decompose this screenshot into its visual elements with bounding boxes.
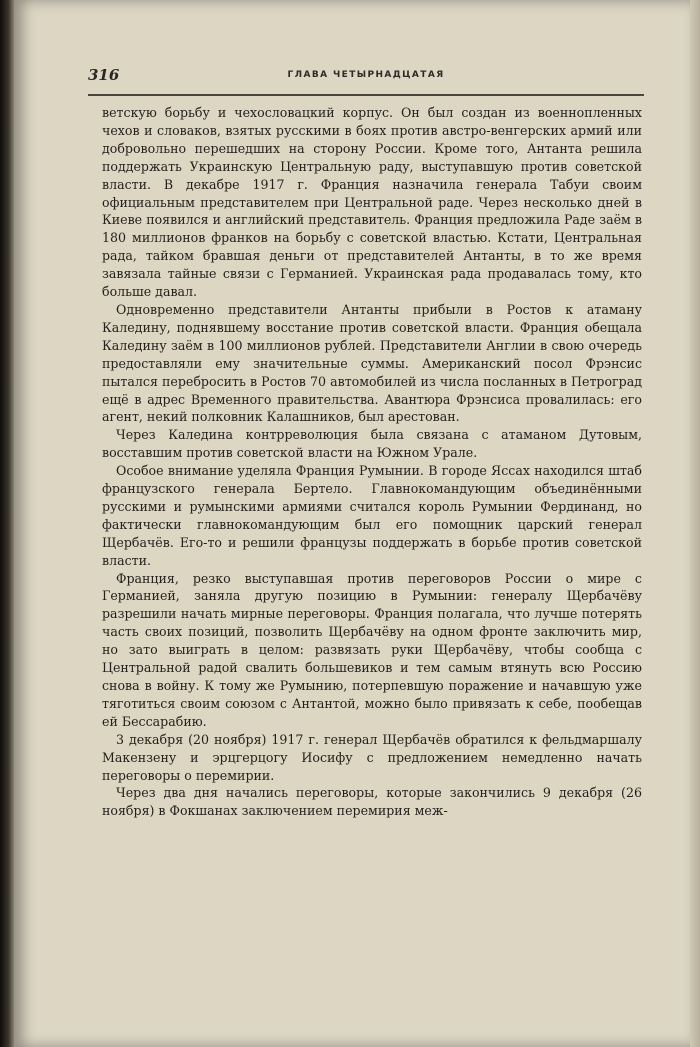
page-edge <box>690 0 700 1047</box>
header-rule <box>88 94 644 96</box>
page-header <box>88 64 644 88</box>
paragraph: Через два дня начались переговоры, которые закончились 9 декабря (26 ноября) в Фокшанах заключением перемирия меж- <box>102 785 642 819</box>
body-text <box>102 104 642 820</box>
paragraph: 3 декабря (20 ноября) 1917 г. генерал Щербачёв обратился к фельдмаршалу Макензену и эрцгерцогу Иосифу с предложением немедленно начать переговоры о перемирии. <box>102 731 642 783</box>
paragraph: Через Каледина контрреволюция была связана с атаманом Дутовым, восставшим против советской власти на Южном Урале. <box>102 427 642 461</box>
running-title: ГЛАВА ЧЕТЫРНАДЦАТАЯ <box>287 70 445 80</box>
page-number: 316 <box>88 66 120 84</box>
paragraph: Франция, резко выступавшая против переговоров России о мире с Германией, заняла другую позицию в Румынии: генералу Щербачёву разрешили начать мирные переговоры. Франция полагала, что лучше потерять часть своих позиций, позволить Щербачёву на одном фронте заключить мир, но зато выиграть в целом: развязать руки Щербачёву, чтобы сообща с Центральной радой свалить большевиков и тем самым втянуть всю Россию снова в войну. К тому же Румынию, потерпевшую поражение и начавшую уже тяготиться своим союзом с Антантой, можно было привязать к себе, пообещав ей Бессарабию. <box>102 570 642 729</box>
paragraph: Особое внимание уделяла Франция Румынии. В городе Яссах находился штаб французского генерала Бертело. Главнокомандующим объединёнными русскими и румынскими армиями считался король Румынии Фердинанд, но фактически главнокомандующим был его помощник царский генерал Щербачёв. Его-то и решили французы поддержать в борьбе против советской власти. <box>102 463 642 568</box>
paragraph: Одновременно представители Антанты прибыли в Ростов к атаману Каледину, поднявшему восстание против советской власти. Франция обещала Каледину заём в 100 миллионов рублей. Представители Англии в свою очередь предоставляли ему значительные суммы. Американский посол Фрэнсис пытался перебросить в Ростов 70 автомобилей из числа посланных в Петроград ещё в адрес Временного правительства. Авантюра Фрэнсиса провалилась: его агент, некий полковник Калашников, был арестован. <box>102 301 642 425</box>
book-spine-shadow <box>0 0 14 1047</box>
paragraph: ветскую борьбу и чехословацкий корпус. Он был создан из военнопленных чехов и словаков, взятых русскими в боях против австро-венгерских армий или добровольно перешедших на сторону России. Кроме того, Антанта решила поддержать Украинскую Центральную раду, выступавшую против советской власти. В декабре 1917 г. Франция назначила генерала Табуи своим официальным представителем при Центральной раде. Через несколько дней в Киеве появился и английский представитель. Франция предложила Раде заём в 180 миллионов франков на борьбу с советской властью. Кстати, Центральная рада, тайком бравшая деньги от представителей Антанты, в то же время завязала тайные связи с Германией. Украинская рада продавалась тому, кто больше давал. <box>102 105 642 300</box>
